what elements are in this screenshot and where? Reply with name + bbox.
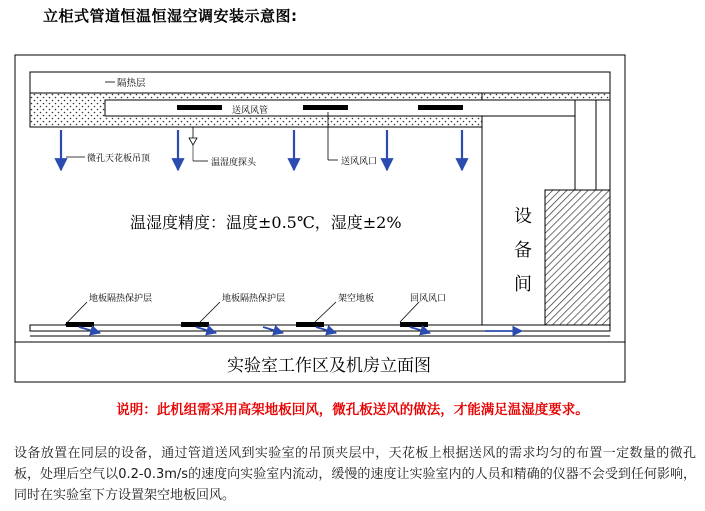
equipment-room-label	[514, 206, 532, 295]
label-floor-insulation-2	[200, 292, 285, 322]
svg-text:隔热层: 隔热层	[117, 78, 146, 89]
duct-outlet-slot	[303, 105, 348, 110]
hvac-unit	[545, 190, 610, 325]
description	[14, 443, 696, 506]
label-return-outlet	[400, 293, 446, 322]
svg-text:备: 备	[514, 240, 532, 261]
svg-text:送风风口: 送风风口	[341, 157, 378, 167]
label-supply-duct: 送风风管	[232, 106, 269, 116]
svg-text:回风风口: 回风风口	[410, 294, 447, 304]
label-perforated-ceiling	[66, 152, 151, 164]
svg-text:温湿度探头: 温湿度探头	[211, 158, 257, 168]
sensor	[189, 127, 257, 168]
diagram-caption: 实验室工作区及机房立面图	[227, 356, 431, 376]
svg-text:设: 设	[514, 206, 532, 227]
svg-text:架空地板: 架空地板	[338, 294, 375, 304]
ceiling-plenum-right	[482, 93, 610, 100]
svg-text:间: 间	[514, 274, 532, 295]
svg-text:微孔天花板吊顶: 微孔天花板吊顶	[87, 154, 151, 164]
label-raised-floor	[315, 292, 374, 322]
label-insulation-layer	[105, 77, 146, 89]
svg-text:地板隔热保护层: 地板隔热保护层	[89, 294, 153, 304]
supply-air-arrows	[61, 130, 462, 170]
svg-text:地板隔热保护层: 地板隔热保护层	[222, 294, 286, 304]
precision-spec: 温湿度精度：温度±0.5℃，湿度±2%	[130, 213, 402, 232]
duct-outlet-slot	[418, 105, 463, 110]
description-text: 设备放置在同层的设备，通过管道送风到实验室的吊顶夹层中，天花板上根据送风的需求均匀的布置一定数量的微孔板，处理后空气以0.2-0.3m/s的速度向实验室内流动，缓慢的速度让实验室内的人员和精确的仪器不会受到任何影响，同时在实验室下方设置架空地板回风。	[14, 446, 696, 503]
duct-outlet-slot	[177, 105, 222, 110]
page-title: 立柜式管道恒温恒湿空调安装示意图:	[43, 7, 298, 25]
red-note: 说明：此机组需采用高架地板回风，微孔板送风的做法，才能满足温湿度要求。	[116, 402, 589, 418]
vertical-duct	[575, 100, 596, 190]
